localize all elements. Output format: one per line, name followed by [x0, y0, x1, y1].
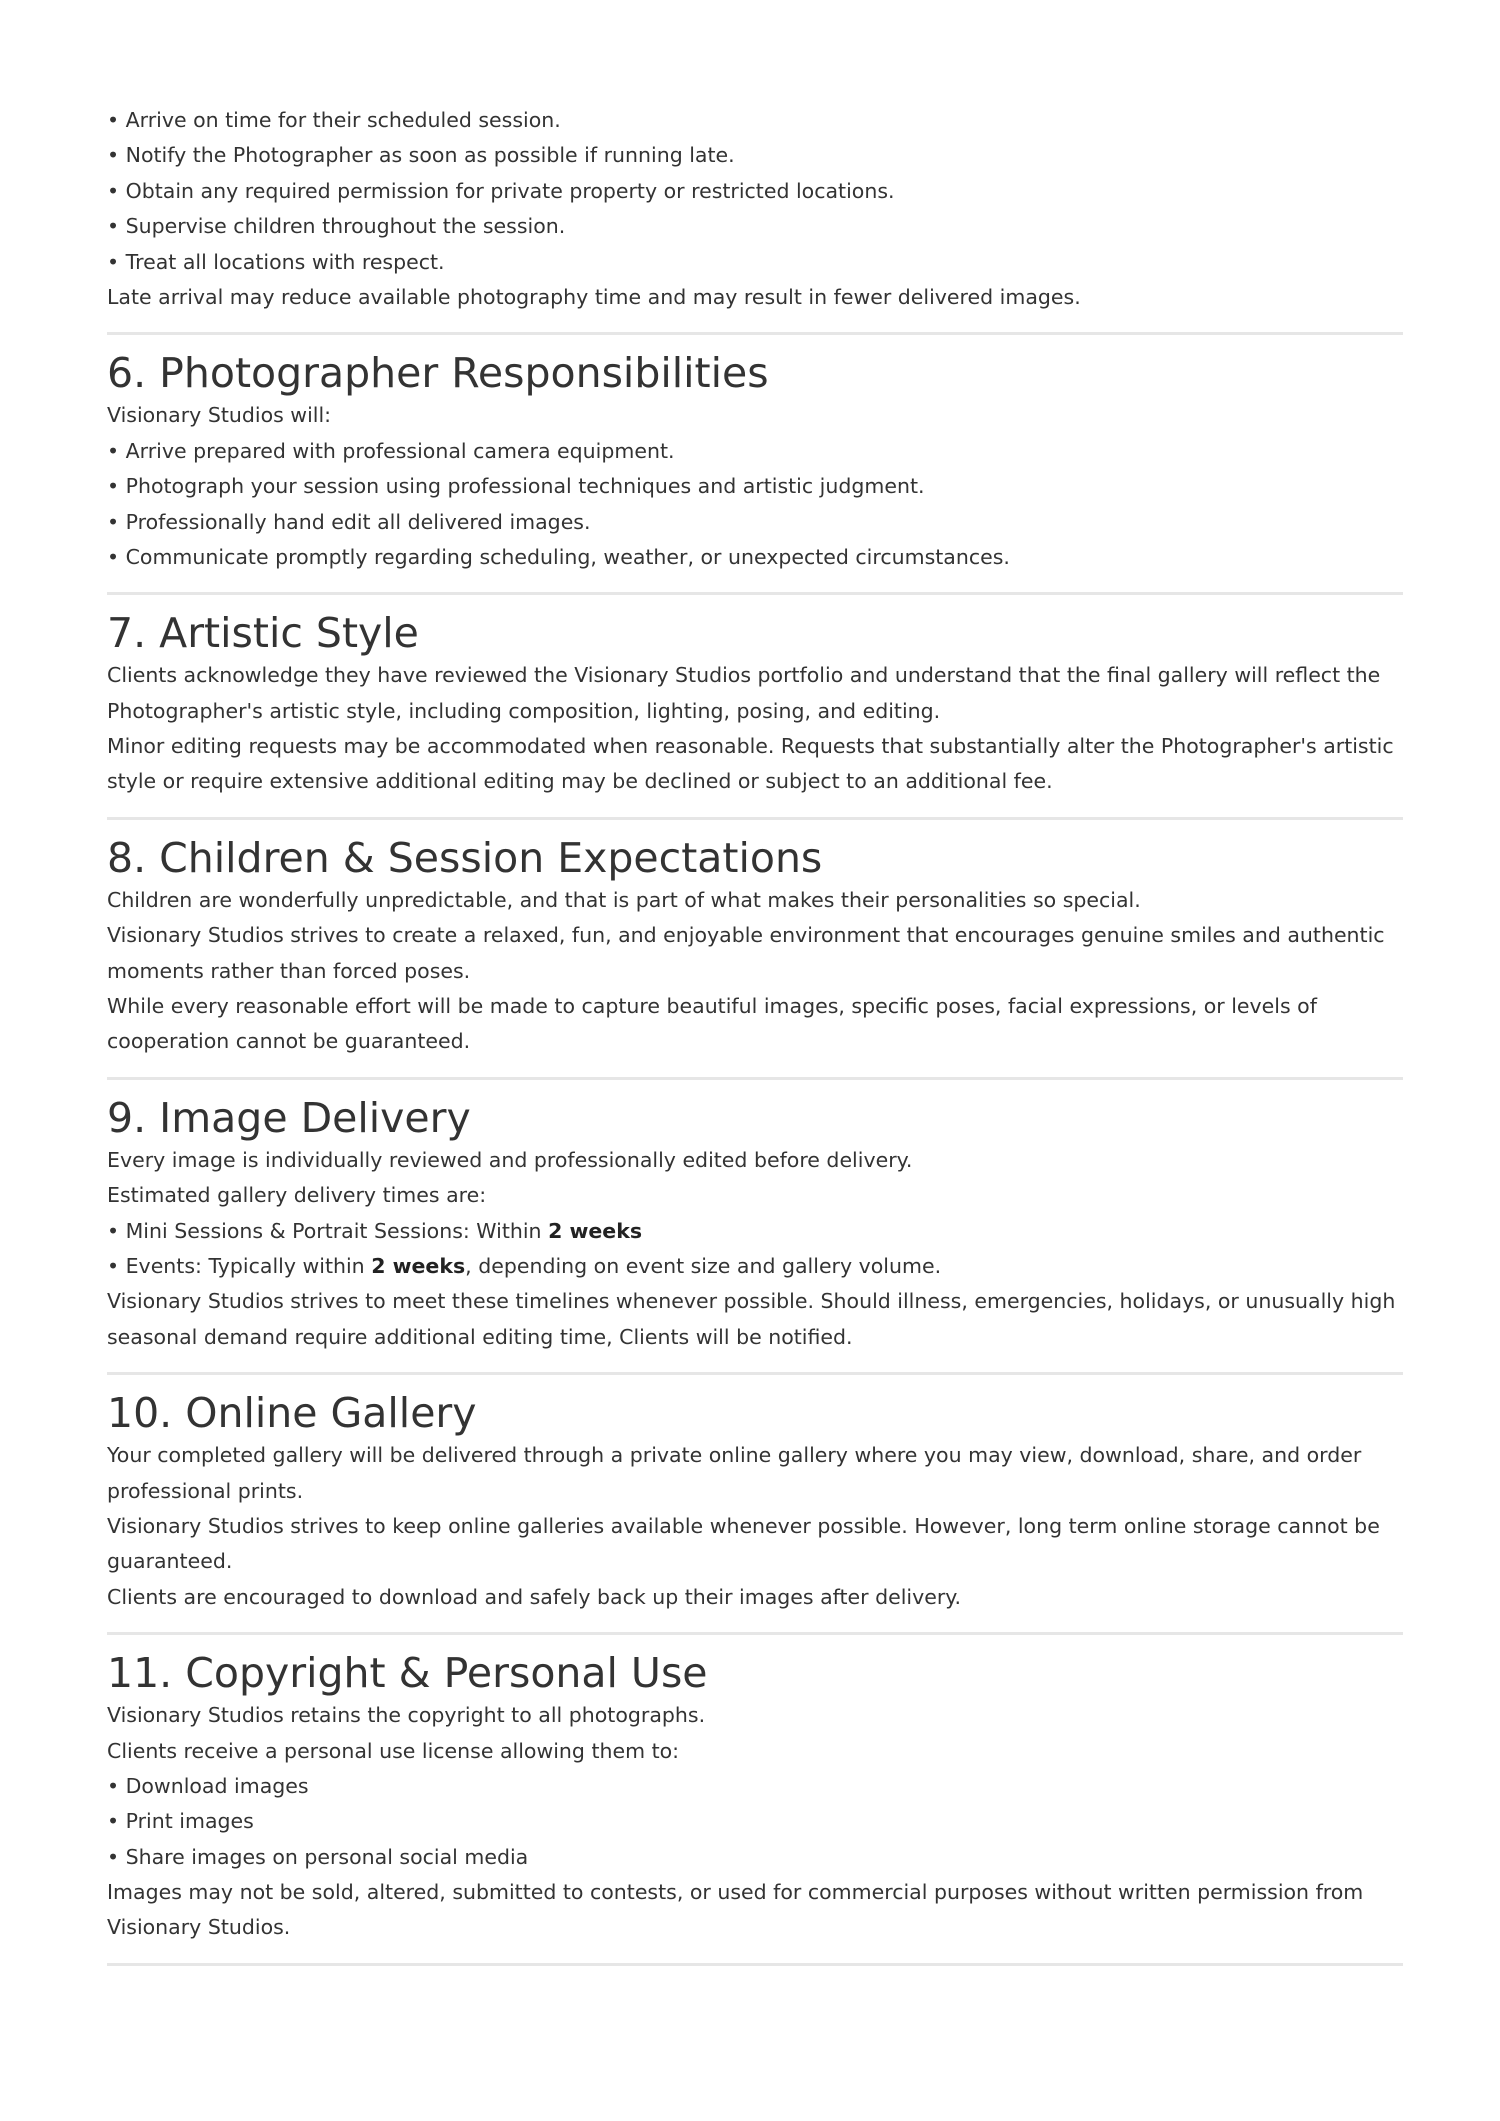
section-divider	[107, 332, 1403, 335]
body-line	[107, 1249, 1403, 1284]
body-line	[107, 1840, 1403, 1875]
body-line	[107, 1320, 1403, 1355]
text-run: Visionary Studios will:	[107, 403, 332, 428]
section-heading: 8. Children & Session Expectations	[107, 833, 823, 882]
body-line	[107, 1509, 1403, 1544]
section-divider	[107, 1372, 1403, 1375]
text-run: style or require extensive additional editing may be declined or subject to an additional fee.	[107, 769, 1053, 794]
text-run: guaranteed.	[107, 1549, 233, 1574]
section-s7	[107, 608, 1403, 820]
body-line	[107, 1024, 1403, 1059]
text-run: Visionary Studios strives to create a relaxed, fun, and enjoyable environment that encourages genuine smiles and authentic	[107, 923, 1385, 948]
body-line	[107, 1910, 1403, 1945]
body-line	[107, 174, 1403, 209]
bold-text: 2 weeks	[371, 1253, 466, 1278]
text-run: Visionary Studios.	[107, 1915, 291, 1940]
text-run: Children are wonderfully unpredictable, and that is part of what makes their personalities so special.	[107, 887, 1141, 912]
body-line	[107, 245, 1403, 280]
section-s5	[107, 103, 1403, 335]
body-line	[107, 540, 1403, 575]
body-line	[107, 1544, 1403, 1579]
text-run: cooperation cannot be guaranteed.	[107, 1029, 471, 1054]
body-line	[107, 1875, 1403, 1910]
text-run: , depending on event size and gallery volume.	[465, 1253, 942, 1278]
text-run: seasonal demand require additional editing time, Clients will be notified.	[107, 1324, 853, 1349]
body-line	[107, 469, 1403, 504]
bold-text: 2 weeks	[548, 1218, 643, 1243]
body-line	[107, 954, 1403, 989]
body-line	[107, 764, 1403, 799]
section-heading: 7. Artistic Style	[107, 609, 419, 658]
text-run: Visionary Studios retains the copyright to all photographs.	[107, 1703, 706, 1728]
text-run: • Notify the Photographer as soon as possible if running late.	[107, 143, 735, 168]
body-line	[107, 1734, 1403, 1769]
text-run: Visionary Studios strives to meet these timelines whenever possible. Should illness, emergencies, holidays, or unusually high	[107, 1289, 1396, 1314]
text-run: Your completed gallery will be delivered through a private online gallery where you may view, download, share, and order	[107, 1443, 1362, 1468]
section-heading: 9. Image Delivery	[107, 1093, 471, 1142]
body-line	[107, 103, 1403, 138]
text-run: Clients are encouraged to download and safely back up their images after delivery.	[107, 1584, 962, 1609]
text-run: Clients receive a personal use license allowing them to:	[107, 1738, 680, 1763]
body-line	[107, 1474, 1403, 1509]
body-line	[107, 1214, 1403, 1249]
text-run: Images may not be sold, altered, submitted to contests, or used for commercial purposes without written permission from	[107, 1880, 1364, 1905]
text-run: Every image is individually reviewed and professionally edited before delivery.	[107, 1147, 913, 1172]
body-line	[107, 918, 1403, 953]
body-line	[107, 505, 1403, 540]
section-divider	[107, 1077, 1403, 1080]
text-run: • Supervise children throughout the session.	[107, 214, 566, 239]
body-line	[107, 729, 1403, 764]
body-line	[107, 989, 1403, 1024]
text-run: • Photograph your session using professional techniques and artistic judgment.	[107, 474, 925, 499]
text-run: Estimated gallery delivery times are:	[107, 1183, 487, 1208]
section-divider	[107, 1963, 1403, 1966]
section-s6	[107, 348, 1403, 595]
text-run: • Obtain any required permission for private property or restricted locations.	[107, 178, 895, 203]
text-run: • Arrive prepared with professional camera equipment.	[107, 438, 675, 463]
text-run: • Print images	[107, 1809, 254, 1834]
text-run: • Events: Typically within	[107, 1253, 372, 1278]
body-line	[107, 658, 1403, 693]
document-page	[107, 103, 1403, 1979]
text-run: • Mini Sessions & Portrait Sessions: Within	[107, 1218, 549, 1243]
section-divider	[107, 1632, 1403, 1635]
section-s11	[107, 1648, 1403, 1966]
text-run: • Share images on personal social media	[107, 1844, 529, 1869]
text-run: While every reasonable effort will be made to capture beautiful images, specific poses, facial expressions, or levels of	[107, 994, 1317, 1019]
text-run: Clients acknowledge they have reviewed the Visionary Studios portfolio and understand that the final gallery will reflect the	[107, 663, 1381, 688]
text-run: Photographer's artistic style, including composition, lighting, posing, and editing.	[107, 698, 941, 723]
text-run: • Professionally hand edit all delivered images.	[107, 509, 591, 534]
body-line	[107, 280, 1403, 315]
body-line	[107, 1769, 1403, 1804]
body-line	[107, 398, 1403, 433]
text-run: • Arrive on time for their scheduled session.	[107, 108, 561, 132]
section-s10	[107, 1388, 1403, 1635]
body-line	[107, 1438, 1403, 1473]
body-line	[107, 883, 1403, 918]
body-line	[107, 1178, 1403, 1213]
section-divider	[107, 817, 1403, 820]
text-run: Minor editing requests may be accommodated when reasonable. Requests that substantially alter the Photographer's artistic	[107, 734, 1394, 759]
body-line	[107, 434, 1403, 469]
section-heading: 10. Online Gallery	[107, 1389, 477, 1438]
body-line	[107, 1284, 1403, 1319]
body-line	[107, 138, 1403, 173]
body-line	[107, 1698, 1403, 1733]
text-run: • Communicate promptly regarding scheduling, weather, or unexpected circumstances.	[107, 544, 1010, 569]
section-heading: 6. Photographer Responsibilities	[107, 349, 769, 398]
section-heading: 11. Copyright & Personal Use	[107, 1649, 708, 1698]
text-run: Visionary Studios strives to keep online galleries available whenever possible. However, long term online storage cannot be	[107, 1513, 1380, 1538]
section-divider	[107, 592, 1403, 595]
body-line	[107, 1143, 1403, 1178]
section-s8	[107, 833, 1403, 1080]
text-run: • Treat all locations with respect.	[107, 249, 445, 274]
section-s9	[107, 1093, 1403, 1375]
text-run: professional prints.	[107, 1478, 304, 1503]
body-line	[107, 694, 1403, 729]
body-line	[107, 209, 1403, 244]
text-run: moments rather than forced poses.	[107, 958, 471, 983]
text-run: • Download images	[107, 1773, 309, 1798]
body-line	[107, 1804, 1403, 1839]
body-line	[107, 1580, 1403, 1615]
text-run: Late arrival may reduce available photography time and may result in fewer delivered images.	[107, 284, 1081, 309]
